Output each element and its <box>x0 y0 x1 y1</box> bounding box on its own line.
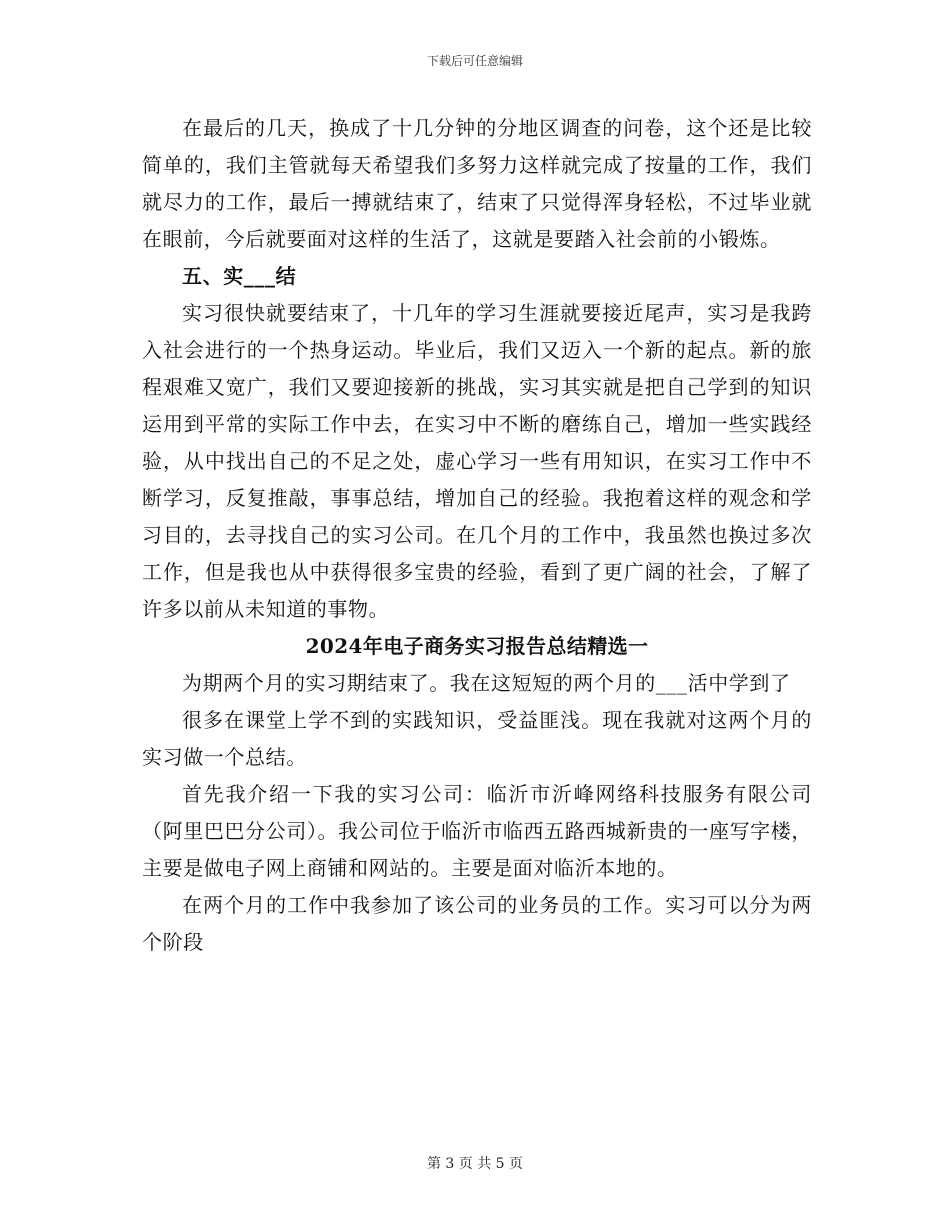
page-header: 下载后可任意编辑 <box>426 54 523 68</box>
document-body <box>142 110 812 961</box>
paragraph-knowledge: 很多在课堂上学不到的实践知识，受益匪浅。现在我就对这两个月的实习做一个总结。 <box>142 708 812 769</box>
paragraph-intro: 为期两个月的实习期结束了。我在这短短的两个月的___活中学到了 <box>182 671 791 695</box>
paragraph-company: 首先我介绍一下我的实习公司：临沂市沂峰网络科技服务有限公司（阿里巴巴分公司）。我公司位于临沂市临西五路西城新贵的一座写字楼，主要是做电子网上商铺和网站的。主要是面对临沂本地的。 <box>142 782 812 880</box>
section-heading-5: 五、实___结 <box>182 264 297 288</box>
paragraph-final-days: 在最后的几天，换成了十几分钟的分地区调查的问卷，这个还是比较简单的，我们主管就每天希望我们多努力这样就完成了按量的工作，我们就尽力的工作，最后一搏就结束了，结束了只觉得浑身轻松，不过毕业就在眼前，今后就要面对这样的生活了，这就是要踏入社会前的小锻炼。 <box>142 116 812 251</box>
page-number: 第 3 页 共 5 页 <box>426 1156 524 1172</box>
paragraph-internship-summary: 实习很快就要结束了，十几年的学习生涯就要接近尾声，实习是我跨入社会进行的一个热身运动。毕业后，我们又迈入一个新的起点。新的旅程艰难又宽广，我们又要迎接新的挑战，实习其实就是把自己学到的知识运用到平常的实际工作中去，在实习中不断的磨练自己，增加一些实践经验，从中找出自己的不足之处，虚心学习一些有用知识，在实习工作中不断学习，反复推敲，事事总结，增加自己的经验。我抱着这样的观念和学习目的，去寻找自己的实习公司。在几个月的工作中，我虽然也换过多次工作，但是我也从中获得很多宝贵的经验，看到了更广阔的社会，了解了许多以前从未知道的事物。 <box>142 301 812 621</box>
document-title: 2024年电子商务实习报告总结精选一 <box>305 634 649 658</box>
paragraph-work-stages: 在两个月的工作中我参加了该公司的业务员的工作。实习可以分为两个阶段 <box>142 893 812 954</box>
